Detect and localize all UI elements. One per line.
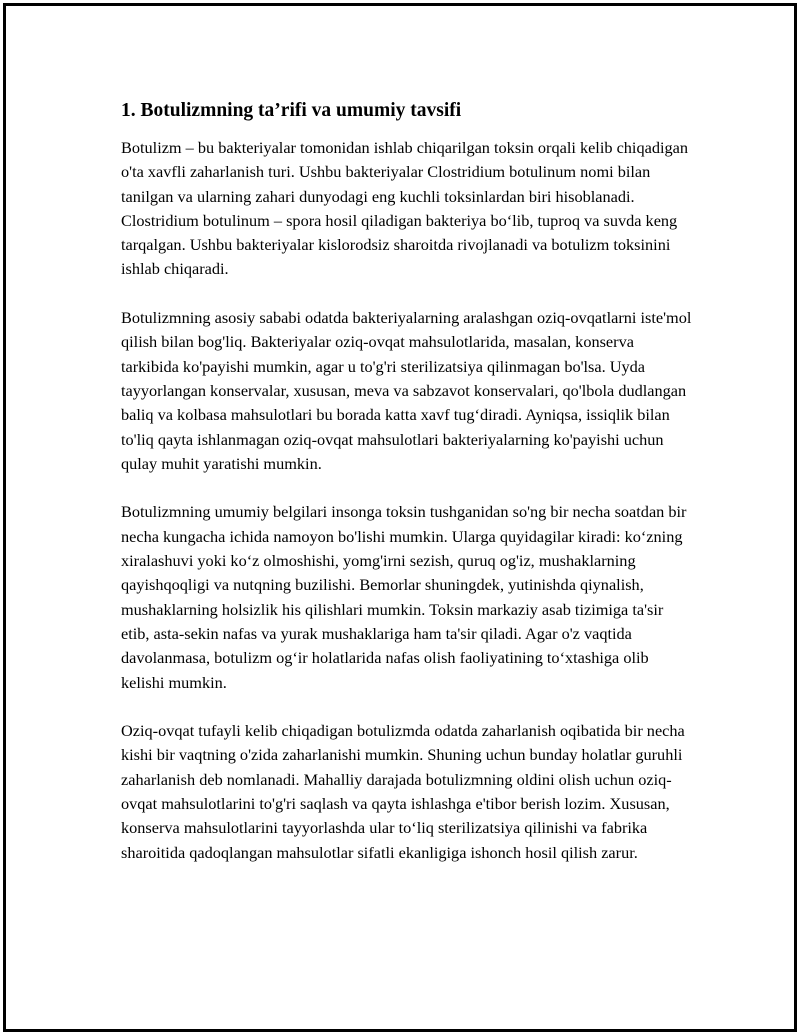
section-heading: 1. Botulizmning ta’rifi va umumiy tavsifi (121, 100, 462, 121)
paragraph-symptoms: Botulizmning umumiy belgilari insonga toksin tushganidan so'ng bir necha soatdan bir necha kungacha ichida namoyon bo'lishi mumkin. Ularga quyidagilar kiradi: ko‘zning xiralashuvi yoki ko‘z olmoshishi, yomg'irni sezish, quruq og'iz, mushaklarning qayishqoqligi va nutqning buzilishi. Bemorlar shuningdek, yutinishda qiynalish, mushaklarning holsizlik his qilishlari mumkin. Toksin markaziy asab tizimiga ta'sir etib, asta-sekin nafas va yurak mushaklariga ham ta'sir qiladi. Agar o'z vaqtida davolanmasa, botulizm og‘ir holatlarida nafas olish faoliyatining to‘xtashiga olib kelishi mumkin. (121, 502, 687, 692)
document-body (121, 98, 693, 889)
paragraph-causes: Botulizmning asosiy sababi odatda bakteriyalarning aralashgan oziq-ovqatlarni iste'mol qilish bilan bog'liq. Bakteriyalar oziq-ovqat mahsulotlarida, masalan, konserva tarkibida ko'payishi mumkin, agar u to'g'ri sterilizatsiya qilinmagan bo'lsa. Uyda tayyorlangan konservalar, xususan, meva va sabzavot konservalari, qo'lbola dudlangan baliq va kolbasa mahsulotlari bu borada katta xavf tug‘diradi. Ayniqsa, issiqlik bilan to'liq qayta ishlanmagan oziq-ovqat mahsulotlari bakteriyalarning ko'payishi uchun qulay muhit yaratishi mumkin. (121, 308, 692, 473)
page-frame (3, 3, 797, 1032)
paragraph-prevention: Oziq-ovqat tufayli kelib chiqadigan botulizmda odatda zaharlanish oqibatida bir necha kishi bir vaqtning o'zida zaharlanishi mumkin. Shuning uchun bunday holatlar guruhli zaharlanish deb nomlanadi. Mahalliy darajada botulizmning oldini olish uchun oziq-ovqat mahsulotlarini to'g'ri saqlash va qayta ishlashga e'tibor berish lozim. Xususan, konserva mahsulotlarini tayyorlashda ular to‘liq sterilizatsiya qilinishi va fabrika sharoitida qadoqlangan mahsulotlar sifatli ekanligiga ishonch hosil qilish zarur. (121, 721, 685, 862)
paragraph-definition: Botulizm – bu bakteriyalar tomonidan ishlab chiqarilgan toksin orqali kelib chiqadigan o'ta xavfli zaharlanish turi. Ushbu bakteriyalar Clostridium botulinum nomi bilan tanilgan va ularning zahari dunyodagi eng kuchli toksinlardan biri hisoblanadi. Clostridium botulinum – spora hosil qiladigan bakteriya bo‘lib, tuproq va suvda keng tarqalgan. Ushbu bakteriyalar kislorodsiz sharoitda rivojlanadi va botulizm toksinini ishlab chiqaradi. (121, 138, 688, 279)
